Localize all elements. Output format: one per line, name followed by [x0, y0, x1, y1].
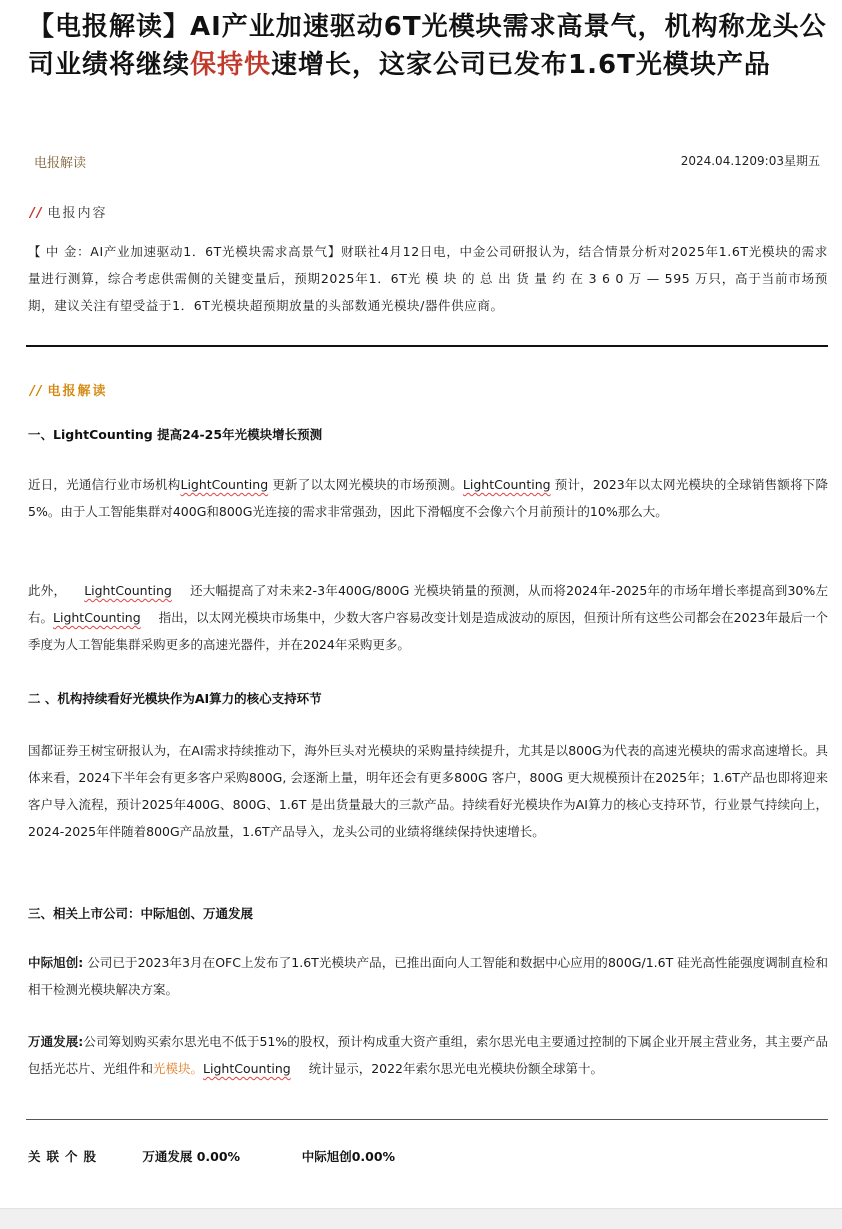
paragraph-5: 万通发展:公司筹划购买索尔思光电不低于51%的股权，预计构成重大资产重组，索尔思光电主要通过控制的下属企业开展主营业务，其主要产品包括光芯片、光组件和光模块。LightCounting 统计显示，2022年索尔思光电光模块份额全球第十。	[28, 1034, 828, 1076]
paragraph-1: 近日，光通信行业市场机构LightCounting 更新了以太网光模块的市场预测。LightCounting 预计，2023年以太网光模块的全球销售额将下降5%。由于人工智能集群对400G和800G光连接的需求非常强劲，因此下滑幅度不会像六个月前预计的10%那么大。	[28, 477, 828, 519]
lightcounting-term: LightCounting	[462, 477, 551, 492]
title-part-1: 【电报解读】AI产业加速驱动6T光模块需求高景气，机构称龙头公司业绩将继续	[28, 12, 827, 80]
slash-icon: //	[30, 384, 44, 399]
section-analysis-label: // 电报解读	[30, 384, 108, 399]
highlight-term: 光模块。	[153, 1061, 204, 1076]
related-stocks	[28, 1147, 395, 1165]
heading-1: 一、LightCounting 提高24-25年光模块增长预测	[28, 427, 323, 442]
article-title	[28, 8, 828, 84]
related-stocks-label: 关联个股	[28, 1149, 103, 1164]
stock-wantong[interactable]: 万通发展 0.00%	[142, 1149, 241, 1164]
source-tag[interactable]: 电报解读	[34, 156, 87, 171]
heading-3: 三、相关上市公司：中际旭创、万通发展	[28, 906, 254, 921]
paragraph-3: 国都证券王树宝研报认为，在AI需求持续推动下，海外巨头对光模块的采购量持续提升，尤其是以800G为代表的高速光模块的需求高速增长。具体来看，2024下半年会有更多客户采购800G, 会逐渐上量，明年还会有更多800G 客户，800G 更大规模预计在2025年；1.6T产品也即将迎来客户导入流程，预计2025年400G、800G、1.6T 是出货量最大的三款产品。持续看好光模块作为AI算力的核心支持环节，行业景气持续向上，2024-2025年伴随着800G产品放量，1.6T产品导入，龙头公司的业绩将继续保持快速增长。	[28, 743, 828, 839]
lightcounting-term: LightCounting	[84, 583, 172, 598]
paragraph-2: 此外， LightCounting 还大幅提高了对未来2-3年400G/800G 光模块销量的预测，从而将2024年-2025年的市场年增长率提高到30%左右。LightCounting 指出，以太网光模块市场集中，少数大客户容易改变计划是造成波动的原因，但预计所有这些公司都会在2023年最后一个季度为人工智能集群采购更多的高速光器件，并在2024年采购更多。	[28, 583, 828, 652]
title-highlight: 保持快	[190, 50, 272, 80]
footer-divider	[26, 1119, 828, 1120]
section-content-label: // 电报内容	[30, 206, 108, 221]
divider	[26, 345, 828, 347]
publish-datetime: 2024.04.1209:03星期五	[680, 154, 820, 168]
lightcounting-term: LightCounting	[180, 477, 269, 492]
company-name: 中际旭创:	[28, 955, 84, 970]
title-part-2: 速增长，这家公司已发布1.6T光模块产品	[271, 50, 771, 80]
lightcounting-term: LightCounting	[203, 1061, 291, 1076]
company-name: 万通发展:	[28, 1034, 84, 1049]
bottom-bar	[0, 1208, 842, 1229]
stock-zhongji[interactable]: 中际旭创0.00%	[301, 1149, 396, 1164]
paragraph-4: 中际旭创: 公司已于2023年3月在OFC上发布了1.6T光模块产品，已推出面向人工智能和数据中心应用的800G/1.6T 硅光高性能强度调制直检和相干检测光模块解决方案。	[28, 955, 828, 997]
slash-icon: //	[30, 206, 44, 221]
lightcounting-term: LightCounting	[53, 610, 141, 625]
telegram-content-text: 【 中 金：AI产业加速驱动1．6T光模块需求高景气】财联社4月12日电，中金公司研报认为，结合情景分析对2025年1.6T光模块的需求量进行测算，综合考虑供需侧的关键变量后，预期2025年1．6T光 模 块 的 总 出 货 量 约 在 3 6 0 万 — 595 万只，高于当前市场预期，建议关注有望受益于1．6T光模块超预期放量的头部数通光模块/器件供应商。	[28, 244, 828, 313]
heading-2: 二 、机构持续看好光模块作为AI算力的核心支持环节	[28, 691, 322, 706]
